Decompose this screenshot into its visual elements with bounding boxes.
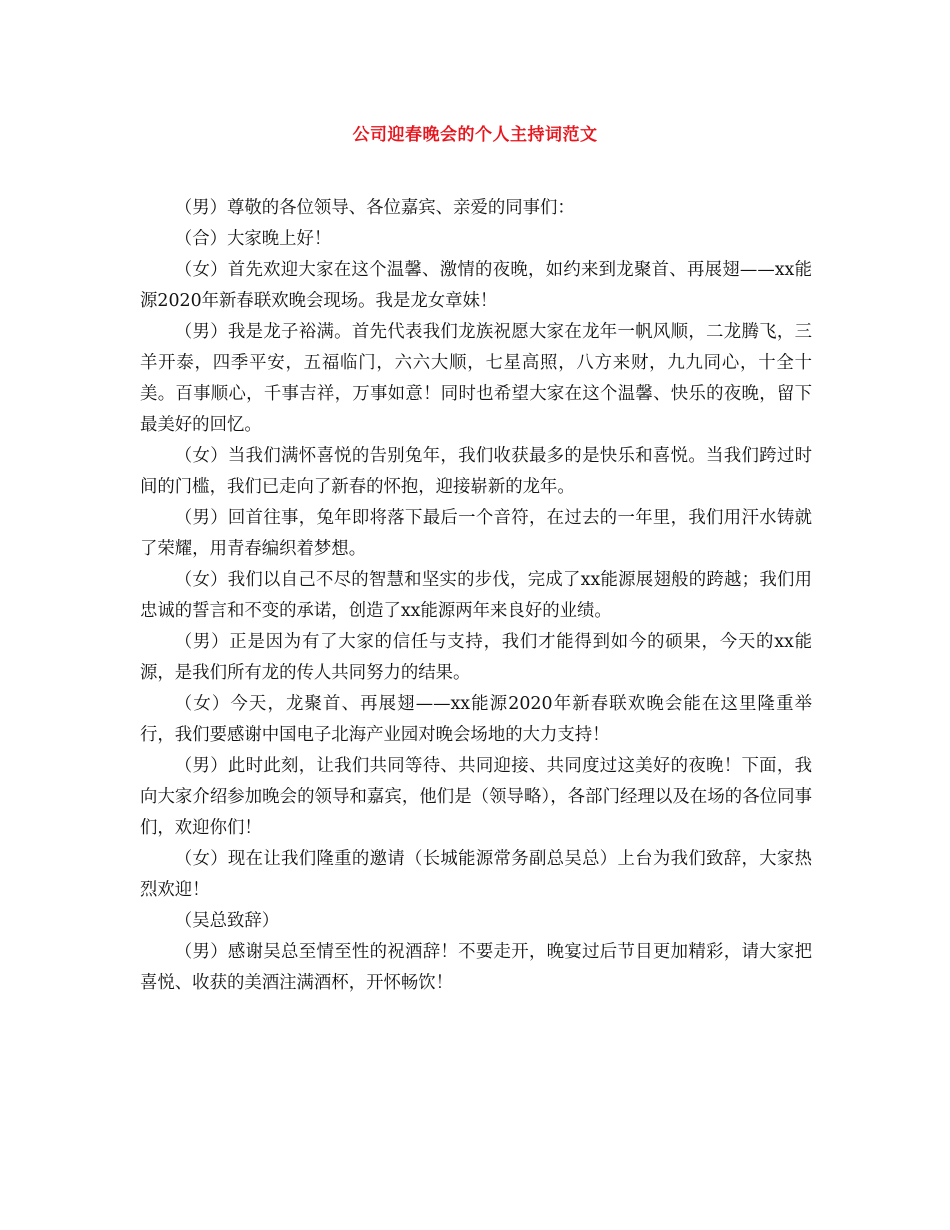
- document-title: 公司迎春晚会的个人主持词范文: [352, 125, 598, 145]
- paragraph: （女）今天，龙聚首、再展翅——xx能源2020年新春联欢晚会能在这里隆重举行，我们要感谢中国电子北海产业园对晚会场地的大力支持！: [140, 694, 812, 745]
- paragraph: （男）感谢吴总至情至性的祝酒辞！不要走开，晚宴过后节目更加精彩，请大家把喜悦、收获的美酒注满酒杯，开怀畅饮！: [140, 942, 812, 993]
- paragraph: （男）正是因为有了大家的信任与支持，我们才能得到如今的硕果，今天的xx能源，是我们所有龙的传人共同努力的结果。: [140, 632, 812, 683]
- paragraph: （女）我们以自己不尽的智慧和坚实的步伐，完成了xx能源展翅般的跨越；我们用忠诚的誓言和不变的承诺，创造了xx能源两年来良好的业绩。: [140, 570, 812, 621]
- paragraph: （男）我是龙子裕满。首先代表我们龙族祝愿大家在龙年一帆风顺，二龙腾飞，三羊开泰，四季平安，五福临门，六六大顺，七星高照，八方来财，九九同心，十全十美。百事顺心，千事吉祥，万事如意！同时也希望大家在这个温馨、快乐的夜晚，留下最美好的回忆。: [140, 322, 812, 435]
- paragraph: （女）现在让我们隆重的邀请（长城能源常务副总吴总）上台为我们致辞，大家热烈欢迎！: [140, 849, 812, 900]
- paragraph: （女）当我们满怀喜悦的告别兔年，我们收获最多的是快乐和喜悦。当我们跨过时间的门槛，我们已走向了新春的怀抱，迎接崭新的龙年。: [140, 446, 812, 497]
- paragraph: （男）尊敬的各位领导、各位嘉宾、亲爱的同事们：: [174, 198, 575, 218]
- paragraph: （男）回首往事，兔年即将落下最后一个音符，在过去的一年里，我们用汗水铸就了荣耀，用青春编织着梦想。: [140, 508, 812, 559]
- paragraph: （女）首先欢迎大家在这个温馨、激情的夜晚，如约来到龙聚首、再展翅——xx能源2020年新春联欢晚会现场。我是龙女章妹！: [140, 260, 812, 311]
- document-body: [140, 193, 812, 999]
- paragraph: （吴总致辞）: [174, 911, 280, 931]
- paragraph: （男）此时此刻，让我们共同等待、共同迎接、共同度过这美好的夜晚！下面，我向大家介绍参加晚会的领导和嘉宾，他们是（领导略），各部门经理以及在场的各位同事们，欢迎你们！: [140, 756, 812, 838]
- paragraph: （合）大家晚上好！: [174, 229, 332, 249]
